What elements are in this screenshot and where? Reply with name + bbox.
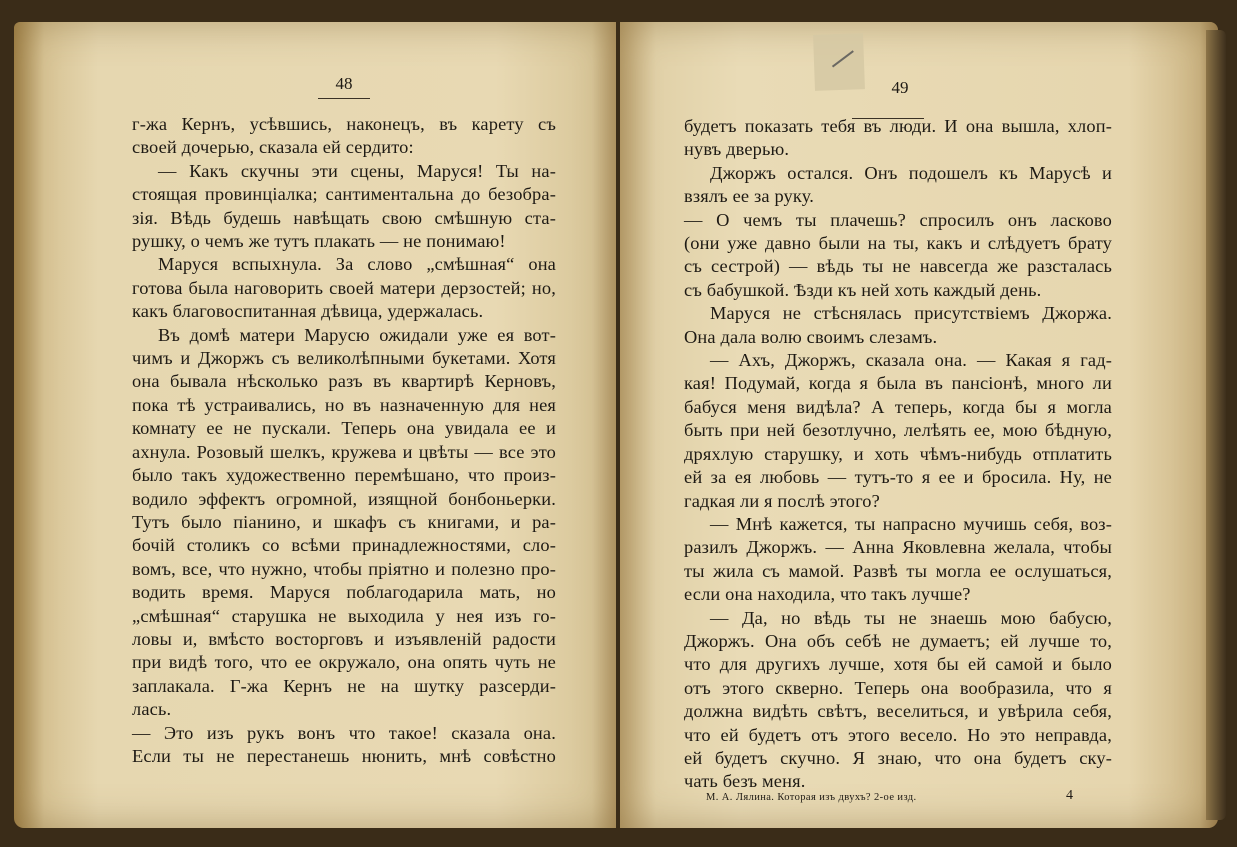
text-line: она бывала нѣсколько разъ въ квартирѣ Керновъ,	[132, 371, 556, 392]
text-line: Если ты не перестанешь нюнить, мнѣ совѣстно	[132, 745, 556, 766]
text-line: будетъ показать тебя въ люди. И она вышла, хлоп-	[684, 116, 1112, 136]
text-line: съ сестрой) — вѣдь ты не навсегда же разсталась	[684, 256, 1112, 277]
text-line: — Да, но вѣдь ты не знаешь мою бабусю,	[710, 607, 1112, 628]
text-line: бабуся меня видѣла? А теперь, когда бы я могла	[684, 396, 1112, 417]
text-line: — Ахъ, Джоржъ, сказала она. — Какая я гад-	[710, 350, 1112, 371]
page-block-edge	[1206, 30, 1226, 820]
text-line: — Какъ скучны эти сцены, Маруся! Ты на-	[158, 160, 556, 181]
text-line: своей дочерью, сказала ей сердито:	[132, 137, 414, 158]
text-line: кая! Подумай, когда я была въ пансіонѣ, много ли	[684, 373, 1112, 394]
text-line: ты жила съ мамой. Развѣ ты могла ее ослушаться,	[684, 560, 1112, 581]
text-line: водило эффектъ огромной, изящной бонбоньерки.	[132, 488, 556, 509]
repair-tape	[813, 33, 865, 91]
text-line: разилъ Джоржъ. — Анна Яковлевна желала, чтобы	[684, 537, 1112, 558]
text-line: было такъ художественно перемѣшано, что произ-	[132, 465, 556, 486]
text-line: если она находила, что такъ лучше?	[684, 584, 971, 605]
page-number: 48	[335, 74, 353, 93]
page-text	[132, 113, 556, 768]
text-line: — О чемъ ты плачешь? спросилъ онъ ласково	[684, 209, 1112, 230]
text-line: Маруся не стѣснялась присутствіемъ Джоржа.	[710, 303, 1112, 324]
text-line: ей за ея любовь — тутъ-то я ее и бросила. Ну, не	[684, 467, 1112, 488]
text-line: „смѣшная“ старушка не выходила у нея изъ го-	[132, 605, 556, 626]
text-line: Джоржъ. Она объ себѣ не думаетъ; ей лучше то,	[684, 630, 1112, 651]
text-line: чать безъ меня.	[684, 771, 806, 792]
text-line: съ бабушкой. Ѣзди къ ней хоть каждый день.	[684, 279, 1042, 300]
text-line: Тутъ было піанино, и шкафъ съ книгами, и ра-	[132, 511, 556, 532]
text-line: рушку, о чемъ же тутъ плакать — не понимаю!	[132, 231, 506, 252]
text-line: при видѣ того, что ее окружало, она опять чуть не	[132, 652, 556, 673]
text-line: ахнула. Розовый шелкъ, кружева и цвѣты — все это	[132, 441, 556, 462]
left-page	[14, 22, 616, 828]
text-line: гадкая ли я послѣ этого?	[684, 490, 880, 511]
text-line: пока тѣ устраивались, но въ назначенную для нея	[132, 394, 556, 415]
text-line: стоящая провинціалка; сантиментальна до безобра-	[132, 184, 556, 205]
text-line: зія. Вѣдь будешь навѣщать свою смѣшную ста-	[132, 207, 556, 228]
text-line: какъ благовоспитанная дѣвица, удержалась.	[132, 301, 484, 322]
page-number-rule	[318, 98, 370, 99]
text-line: Въ домѣ матери Марусю ожидали уже ея вот-	[158, 324, 556, 345]
text-line: что для другихъ лучше, хотя бы ей самой и было	[684, 654, 1112, 675]
text-line: вомъ, все, что нужно, чтобы пріятно и полезно про-	[132, 558, 556, 579]
page-text	[684, 115, 1112, 794]
footer-note: М. А. Лялина. Которая изъ двухъ? 2-ое изд.	[706, 792, 917, 803]
text-line: чимъ и Джоржъ съ великолѣпными букетами. Хотя	[132, 348, 556, 369]
page-number: 49	[891, 78, 909, 97]
text-line: дряхлую старушку, и хоть чѣмъ-нибудь отплатить	[684, 443, 1112, 464]
signature-mark: 4	[1066, 788, 1073, 803]
text-line: быть при ней безотлучно, лелѣять ее, мою бѣдную,	[684, 420, 1112, 441]
text-line: лась.	[132, 699, 172, 720]
text-line: отъ этого скверно. Теперь она вообразила, что я	[684, 677, 1112, 698]
text-line: (они уже давно были на ты, какъ и слѣдуетъ брату	[684, 233, 1112, 254]
text-line: комнату ее не пускали. Теперь она увидала ее и	[132, 418, 556, 439]
text-line: заплакала. Г-жа Кернъ не на шутку разсерди-	[132, 675, 556, 696]
text-line: — Это изъ рукъ вонъ что такое! сказала она.	[132, 722, 556, 743]
text-line: ловы и, вмѣсто восторговъ и изъявленій радости	[132, 628, 556, 649]
text-line: г-жа Кернъ, усѣвшись, наконецъ, въ карету съ	[132, 114, 556, 134]
text-line: водить время. Маруся поблагодарила мать, но	[132, 582, 556, 603]
text-line: Маруся вспыхнула. За слово „смѣшная“ она	[158, 254, 556, 275]
right-page	[620, 22, 1218, 828]
text-line: готова была наговорить своей матери дерзостей; но,	[132, 277, 556, 298]
text-line: взялъ ее за руку.	[684, 186, 814, 207]
text-line: — Мнѣ кажется, ты напрасно мучишь себя, воз-	[710, 513, 1112, 534]
text-line: что ей будетъ отъ этого весело. Но это неправда,	[684, 724, 1112, 745]
text-line: Она дала волю своимъ слезамъ.	[684, 326, 938, 347]
text-line: нувъ дверью.	[684, 139, 790, 160]
text-line: должна видѣть свѣтъ, веселиться, и увѣрила себя,	[684, 701, 1112, 722]
text-line: бочій столикъ со всѣми принадлежностями, сло-	[132, 535, 556, 556]
text-line: Джоржъ остался. Онъ подошелъ къ Марусѣ и	[710, 162, 1112, 183]
text-line: ей будетъ скучно. Я знаю, что она будетъ ску-	[684, 747, 1112, 768]
